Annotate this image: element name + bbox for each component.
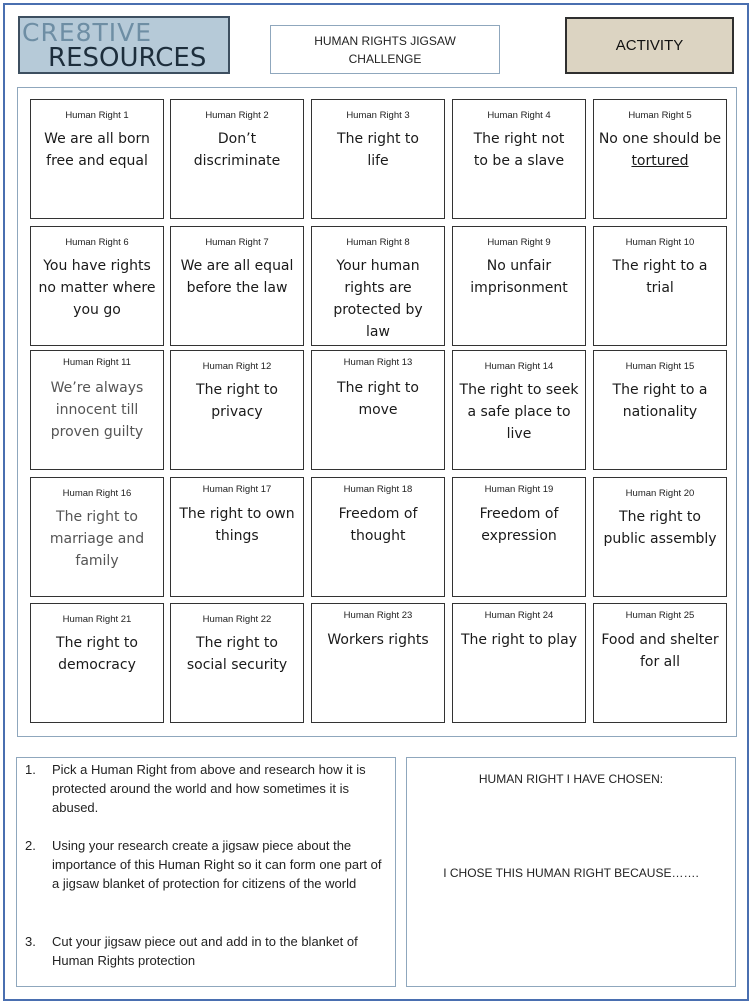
card-text xyxy=(596,629,724,673)
human-right-card xyxy=(30,603,164,723)
card-text-line: Freedom of xyxy=(338,506,418,522)
card-label: Human Right 10 xyxy=(625,237,695,248)
chosen-right-prompt: HUMAN RIGHT I HAVE CHOSEN: xyxy=(478,772,664,786)
card-text-line: before the law xyxy=(186,280,288,296)
card-text-line: rights are xyxy=(344,280,412,296)
card-text-line: The right to xyxy=(619,509,701,525)
human-right-card xyxy=(170,603,304,723)
card-label: Human Right 5 xyxy=(628,110,692,121)
card-text-line: The right to a xyxy=(612,258,708,274)
step-number: 1. xyxy=(25,762,36,777)
human-right-card xyxy=(30,99,164,219)
card-text xyxy=(596,506,724,550)
human-right-card xyxy=(30,477,164,597)
card-label: Human Right 16 xyxy=(62,488,132,499)
card-text xyxy=(596,379,724,423)
card-label: Human Right 2 xyxy=(205,110,269,121)
card-text-line: imprisonment xyxy=(470,280,568,296)
card-text xyxy=(173,128,301,172)
card-text-line: Freedom of xyxy=(479,506,559,522)
card-text xyxy=(314,503,442,547)
card-text-line: We’re always xyxy=(50,380,144,396)
card-text-line: free and equal xyxy=(46,153,148,169)
logo-bottom-text: RESOURCES xyxy=(48,43,207,73)
card-label: Human Right 22 xyxy=(202,614,272,625)
step-number: 2. xyxy=(25,838,36,853)
human-right-card xyxy=(170,477,304,597)
card-text-line: Food and shelter xyxy=(601,632,719,648)
card-text-line: no matter where xyxy=(38,280,156,296)
card-text-line: You have rights xyxy=(43,258,151,274)
card-text-line: a safe place to xyxy=(467,404,571,420)
human-right-card xyxy=(452,603,586,723)
instructions-box xyxy=(16,757,396,987)
card-text-line: social security xyxy=(186,657,288,673)
card-text-line: marriage and xyxy=(49,531,145,547)
card-label: Human Right 23 xyxy=(343,610,413,621)
worksheet-title xyxy=(270,25,500,74)
card-text-line: protected by xyxy=(333,302,423,318)
card-text xyxy=(173,503,301,547)
card-label: Human Right 11 xyxy=(63,357,131,368)
card-text-line: life xyxy=(367,153,389,169)
human-right-card xyxy=(593,226,727,346)
card-text-line: The right to xyxy=(56,635,138,651)
card-text xyxy=(455,379,583,445)
card-text-line: Workers rights xyxy=(327,632,429,648)
card-text xyxy=(314,377,442,421)
card-label: Human Right 25 xyxy=(625,610,695,621)
card-text-line: The right to a xyxy=(612,382,708,398)
card-label: Human Right 12 xyxy=(202,361,272,372)
card-text xyxy=(173,379,301,423)
card-label: Human Right 15 xyxy=(625,361,695,372)
card-text-line: The right not xyxy=(473,131,565,147)
card-text xyxy=(33,506,161,572)
card-label: Human Right 18 xyxy=(343,484,413,495)
card-text xyxy=(314,629,442,651)
human-right-card xyxy=(452,99,586,219)
title-line-2: CHALLENGE xyxy=(348,51,422,66)
human-right-card xyxy=(170,226,304,346)
card-text-line: The right to xyxy=(56,509,138,525)
card-text-line: expression xyxy=(481,528,557,544)
card-text-line: The right to xyxy=(196,635,278,651)
step-text: Pick a Human Right from above and research how it is protected around the world and how sometimes it is abused. xyxy=(52,762,366,815)
card-text-line: The right to play xyxy=(461,632,577,648)
card-text-line: trial xyxy=(646,280,674,296)
card-label: Human Right 17 xyxy=(202,484,272,495)
card-text xyxy=(314,255,442,343)
human-right-card xyxy=(593,603,727,723)
human-right-card xyxy=(311,226,445,346)
activity-badge: ACTIVITY xyxy=(565,17,734,74)
card-text-line: discriminate xyxy=(193,153,281,169)
card-text xyxy=(596,255,724,299)
human-right-card xyxy=(311,99,445,219)
human-right-card xyxy=(311,350,445,470)
card-label: Human Right 13 xyxy=(343,357,413,368)
card-text-line: for all xyxy=(639,654,681,670)
card-text-line: things xyxy=(215,528,259,544)
card-text-line: family xyxy=(75,553,119,569)
instruction-step xyxy=(25,932,387,970)
card-text xyxy=(33,128,161,172)
card-text-line: We are all equal xyxy=(180,258,294,274)
card-label: Human Right 6 xyxy=(65,237,129,248)
card-text xyxy=(33,632,161,676)
card-text-line: The right to xyxy=(196,382,278,398)
card-text-line: privacy xyxy=(211,404,263,420)
card-text-line: law xyxy=(366,324,390,340)
human-right-card xyxy=(452,226,586,346)
human-right-card xyxy=(452,350,586,470)
answer-box[interactable] xyxy=(406,757,736,987)
card-text xyxy=(173,255,301,299)
human-right-card xyxy=(170,99,304,219)
human-right-card xyxy=(311,477,445,597)
card-label: Human Right 1 xyxy=(65,110,129,121)
card-text-line: public assembly xyxy=(603,531,717,547)
card-label: Human Right 9 xyxy=(487,237,551,248)
card-text-line: innocent till xyxy=(55,402,139,418)
card-label: Human Right 14 xyxy=(484,361,554,372)
card-label: Human Right 19 xyxy=(484,484,554,495)
card-text-line: thought xyxy=(350,528,406,544)
human-right-card xyxy=(30,350,164,470)
reason-prompt: I CHOSE THIS HUMAN RIGHT BECAUSE……. xyxy=(443,866,699,880)
card-text xyxy=(33,255,161,321)
card-label: Human Right 21 xyxy=(62,614,132,625)
card-text-line: proven guilty xyxy=(50,424,144,440)
card-text-line: The right to seek xyxy=(459,382,579,398)
step-number: 3. xyxy=(25,934,36,949)
instruction-step xyxy=(25,836,387,893)
step-text: Using your research create a jigsaw piece about the importance of this Human Right so it can form one part of a jigsaw blanket of protection for citizens of the world xyxy=(52,838,382,891)
card-label: Human Right 7 xyxy=(205,237,269,248)
human-right-card xyxy=(593,99,727,219)
card-label: Human Right 4 xyxy=(487,110,551,121)
instruction-step xyxy=(25,760,387,817)
card-text-line: to be a slave xyxy=(473,153,565,169)
card-text xyxy=(455,128,583,172)
logo-top-text: CRE8TIVE xyxy=(22,18,153,47)
creative-resources-logo xyxy=(18,16,230,74)
card-text-line: Your human xyxy=(336,258,420,274)
card-text-line: No one should be xyxy=(598,131,722,147)
card-label: Human Right 3 xyxy=(346,110,410,121)
card-text xyxy=(33,377,161,443)
human-right-card xyxy=(30,226,164,346)
human-right-card xyxy=(452,477,586,597)
card-text xyxy=(314,128,442,172)
card-label: Human Right 24 xyxy=(484,610,554,621)
card-label: Human Right 8 xyxy=(346,237,410,248)
card-text-line: The right to own xyxy=(179,506,295,522)
human-right-card xyxy=(593,350,727,470)
card-text-line: nationality xyxy=(622,404,698,420)
card-text-line: move xyxy=(358,402,398,418)
card-label: Human Right 20 xyxy=(625,488,695,499)
step-text: Cut your jigsaw piece out and add in to the blanket of Human Rights protection xyxy=(52,934,358,968)
card-text xyxy=(455,629,583,651)
card-text-line: The right to xyxy=(337,131,419,147)
human-right-card xyxy=(593,477,727,597)
human-right-card xyxy=(170,350,304,470)
card-text-line: live xyxy=(506,426,532,442)
card-text-line: you go xyxy=(73,302,121,318)
card-text xyxy=(173,632,301,676)
card-text-line: The right to xyxy=(337,380,419,396)
card-text-line: We are all born xyxy=(44,131,150,147)
card-text xyxy=(596,128,724,172)
title-line-1: HUMAN RIGHTS JIGSAW xyxy=(314,33,456,48)
card-text-line: democracy xyxy=(58,657,136,673)
card-text-line: No unfair xyxy=(486,258,552,274)
human-right-card xyxy=(311,603,445,723)
card-text-line: Don’t xyxy=(217,131,257,147)
card-text-line: tortured xyxy=(631,153,689,169)
card-text xyxy=(455,255,583,299)
card-text xyxy=(455,503,583,547)
